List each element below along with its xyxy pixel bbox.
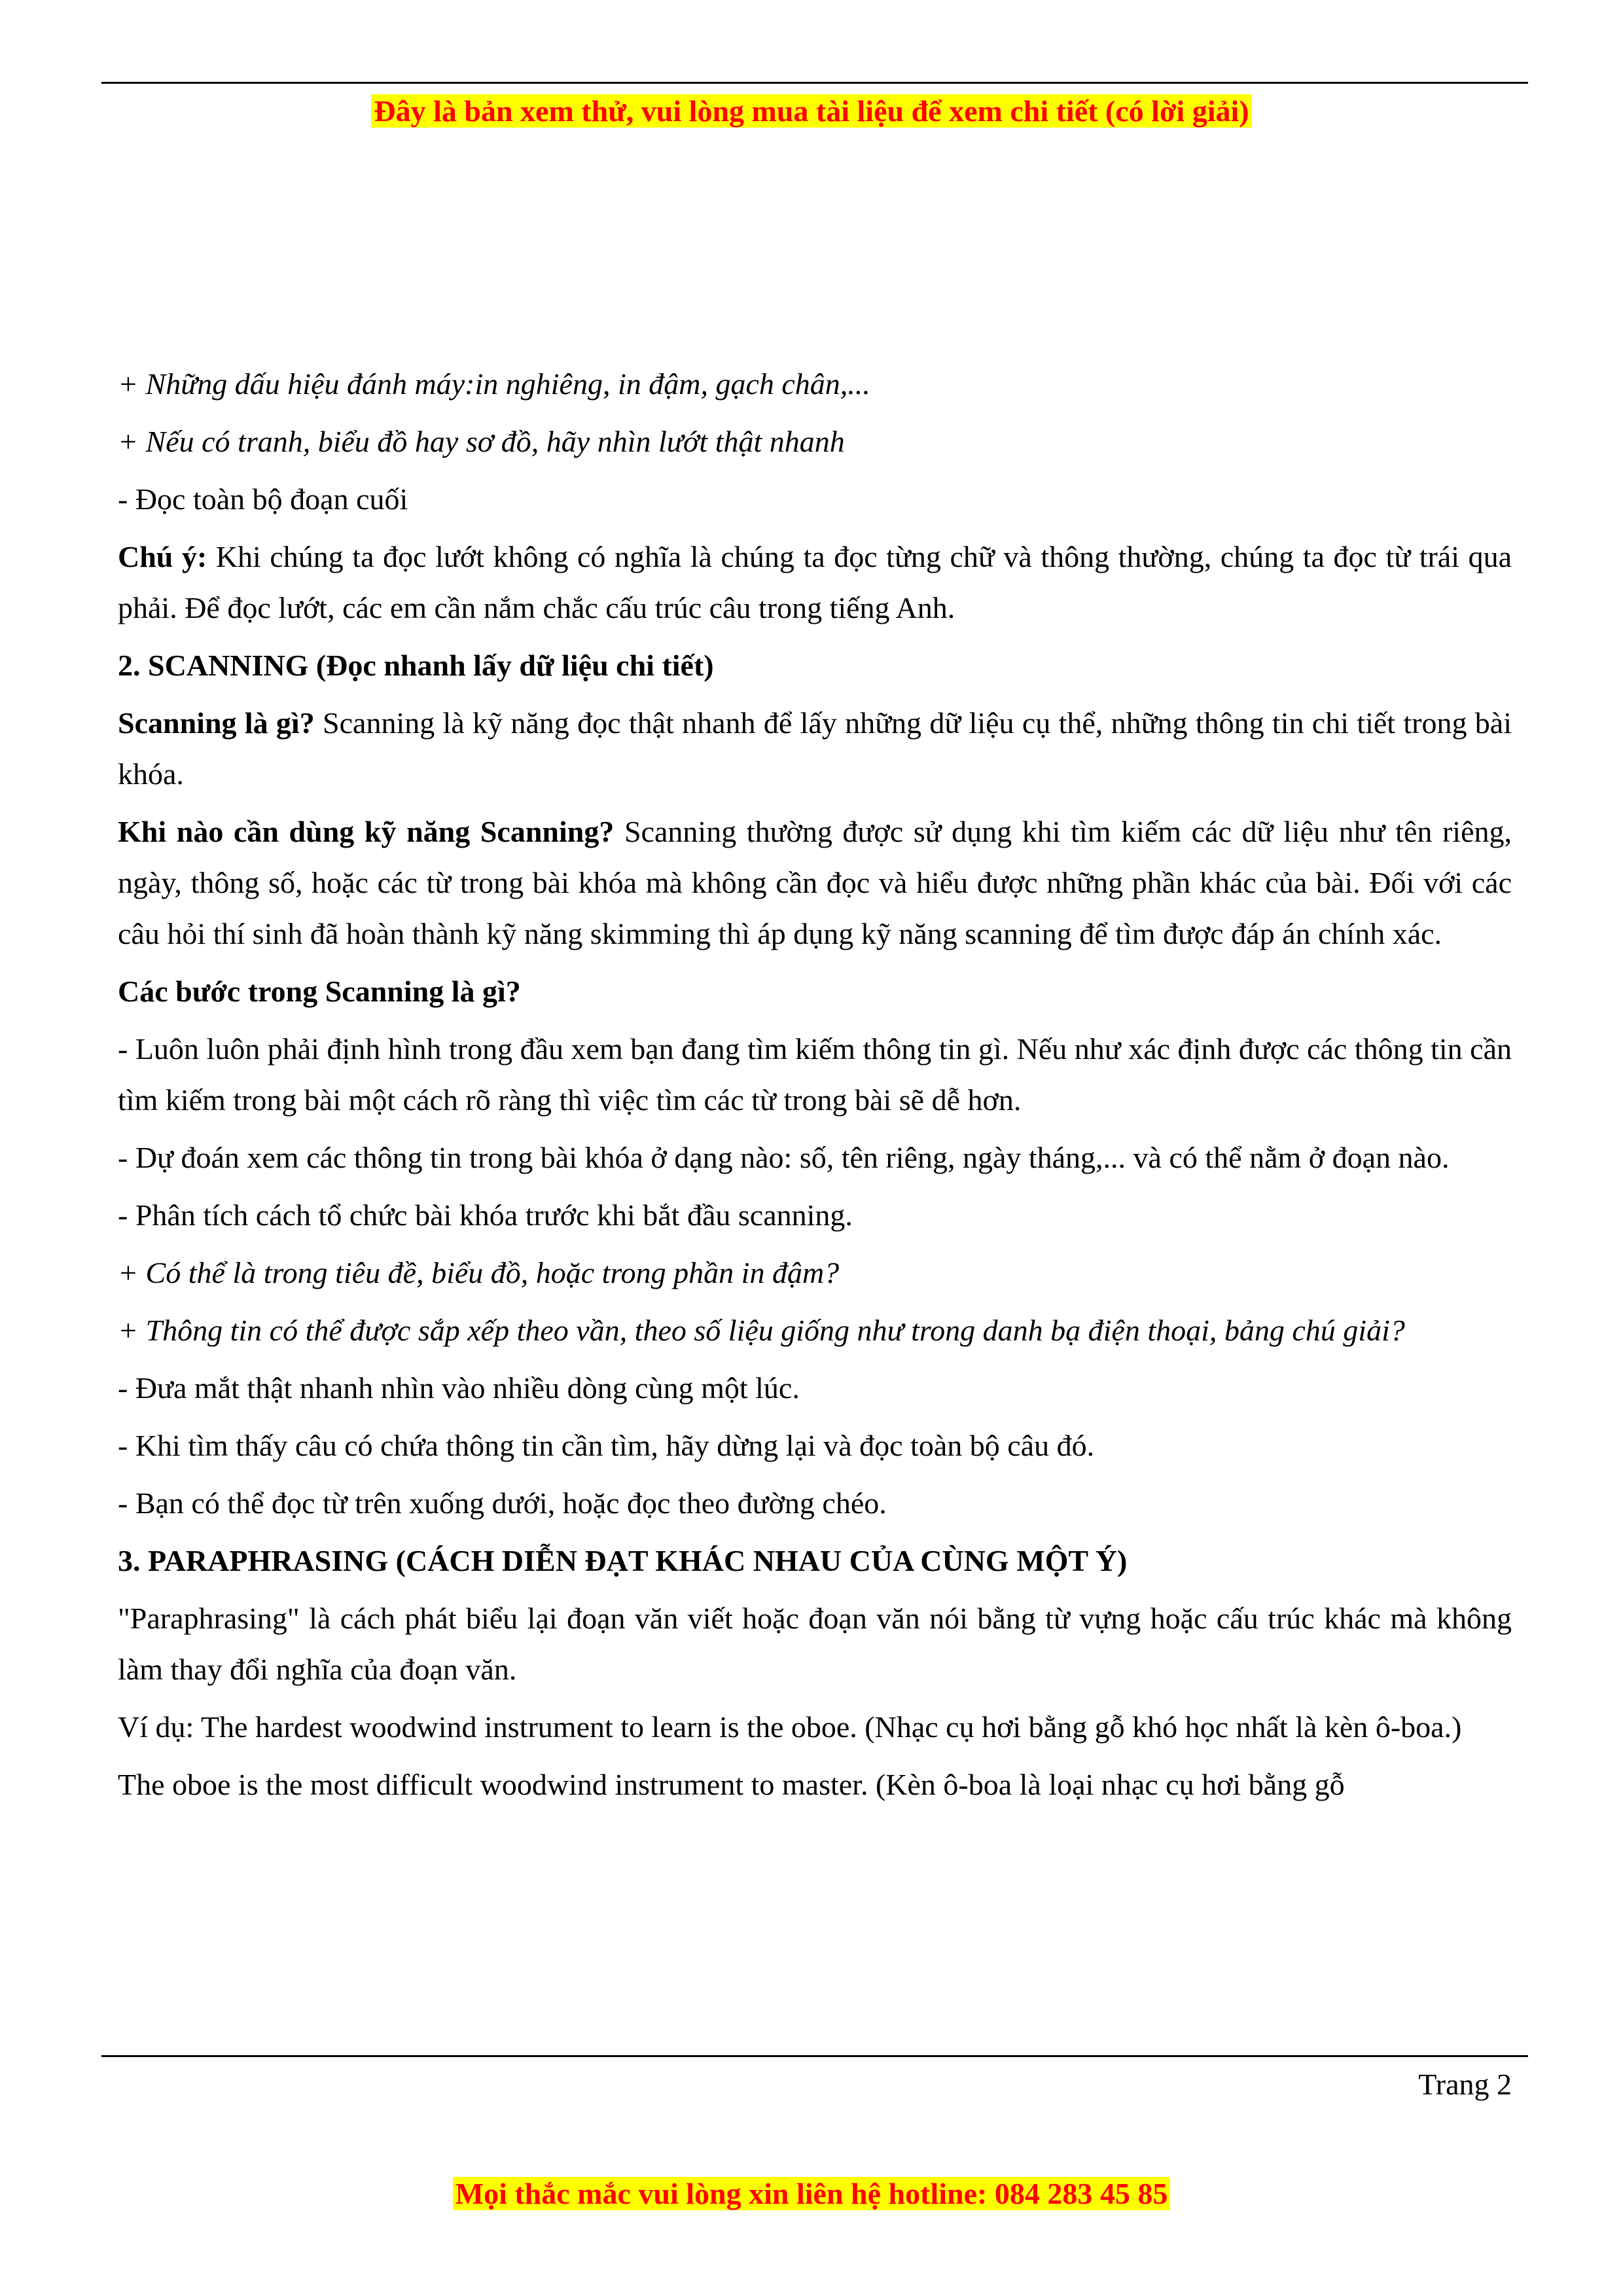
- header-rule: [101, 82, 1528, 84]
- bold-label: Chú ý:: [118, 540, 207, 573]
- hotline-banner: [0, 2174, 1623, 2214]
- hotline-text: Mọi thắc mắc vui lòng xin liên hệ hotline: 084 283 45 85: [453, 2177, 1171, 2210]
- paragraph: - Dự đoán xem các thông tin trong bài khóa ở dạng nào: số, tên riêng, ngày tháng,... và có thể nằm ở đoạn nào.: [118, 1141, 1450, 1174]
- paragraph-text: Khi chúng ta đọc lướt không có nghĩa là chúng ta đọc từng chữ và thông thường, chúng ta đọc từ trái qua phải. Để đọc lướt, các em cần nắm chắc cấu trúc câu trong tiếng Anh.: [118, 540, 1512, 624]
- paragraph: + Thông tin có thể được sắp xếp theo vần, theo số liệu giống như trong danh bạ điện thoại, bảng chú giải?: [118, 1314, 1405, 1347]
- paragraph: [118, 531, 1512, 634]
- paragraph: - Đưa mắt thật nhanh nhìn vào nhiều dòng cùng một lúc.: [118, 1371, 800, 1405]
- paragraph: "Paraphrasing" là cách phát biểu lại đoạn văn viết hoặc đoạn văn nói bằng từ vựng hoặc cấu trúc khác mà không làm thay đổi nghĩa của đoạn văn.: [118, 1602, 1512, 1686]
- paragraph: - Bạn có thể đọc từ trên xuống dưới, hoặc đọc theo đường chéo.: [118, 1486, 887, 1520]
- section-heading: 3. PARAPHRASING (CÁCH DIỄN ĐẠT KHÁC NHAU CỦA CÙNG MỘT Ý): [118, 1544, 1128, 1577]
- section-heading: 2. SCANNING (Đọc nhanh lấy dữ liệu chi tiết): [118, 649, 714, 682]
- paragraph: The oboe is the most difficult woodwind instrument to master. (Kèn ô-boa là loại nhạc cụ hơi bằng gỗ: [118, 1768, 1345, 1801]
- paragraph: - Luôn luôn phải định hình trong đầu xem bạn đang tìm kiếm thông tin gì. Nếu như xác định được các thông tin cần tìm kiếm trong bài một cách rõ ràng thì việc tìm các từ trong bài sẽ dễ hơn.: [118, 1032, 1512, 1117]
- subsection-heading: Các bước trong Scanning là gì?: [118, 975, 521, 1008]
- document-body: [118, 359, 1512, 1817]
- paragraph: - Phân tích cách tổ chức bài khóa trước khi bắt đầu scanning.: [118, 1198, 853, 1232]
- bold-label: Khi nào cần dùng kỹ năng Scanning?: [118, 815, 615, 848]
- paragraph: + Nếu có tranh, biểu đồ hay sơ đồ, hãy nhìn lướt thật nhanh: [118, 425, 845, 458]
- preview-notice-text: Đây là bản xem thử, vui lòng mua tài liệu để xem chi tiết (có lời giải): [371, 94, 1251, 128]
- footer-rule: [101, 2055, 1528, 2057]
- bold-label: Scanning là gì?: [118, 706, 315, 740]
- paragraph-text: Scanning là kỹ năng đọc thật nhanh để lấy những dữ liệu cụ thể, những thông tin chi tiết trong bài khóa.: [118, 706, 1512, 791]
- paragraph: [118, 806, 1512, 960]
- paragraph: [118, 698, 1512, 800]
- paragraph: - Khi tìm thấy câu có chứa thông tin cần tìm, hãy dừng lại và đọc toàn bộ câu đó.: [118, 1429, 1095, 1462]
- preview-notice-banner: [0, 92, 1623, 131]
- paragraph: - Đọc toàn bộ đoạn cuối: [118, 482, 408, 516]
- paragraph-text: Scanning thường được sử dụng khi tìm kiếm các dữ liệu như tên riêng, ngày, thông số, hoặc các từ trong bài khóa mà không cần đọc và hiểu được những phần khác của bài. Đối với các câu hỏi thí sinh đã hoàn thành kỹ năng skimming thì áp dụng kỹ năng scanning để tìm được đáp án chính xác.: [118, 815, 1512, 950]
- paragraph: Ví dụ: The hardest woodwind instrument to learn is the oboe. (Nhạc cụ hơi bằng gỗ khó học nhất là kèn ô-boa.): [118, 1710, 1462, 1744]
- paragraph: + Có thể là trong tiêu đề, biểu đồ, hoặc trong phần in đậm?: [118, 1256, 840, 1289]
- page-number: Trang 2: [1418, 2068, 1512, 2101]
- paragraph: + Những dấu hiệu đánh máy:in nghiêng, in đậm, gạch chân,...: [118, 367, 870, 401]
